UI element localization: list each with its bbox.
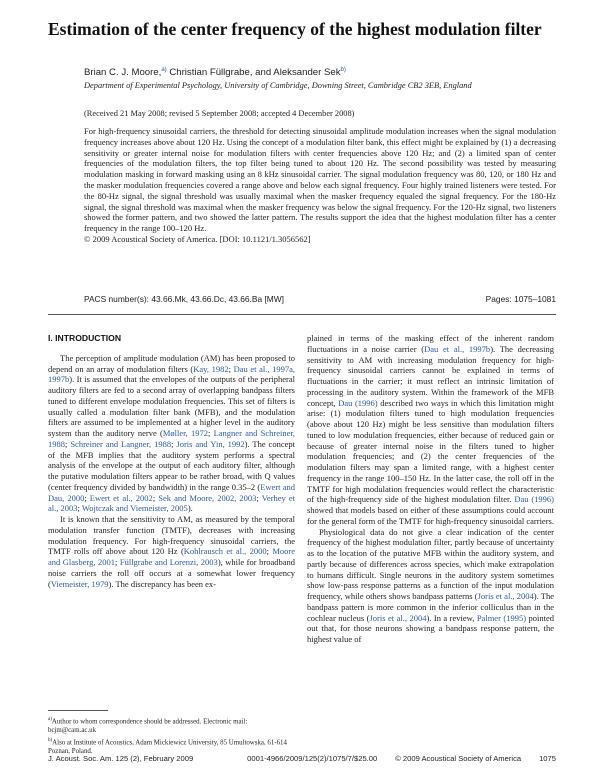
received-dates: (Received 21 May 2008; revised 5 September 2008; accepted 4 December 2008) [84,109,355,118]
page-range: Pages: 1075–1081 [485,294,556,304]
text-run: ). The concept of the MFB implies that the auditory system performs a spectral analysis of the envelope at the output of each auditory filter, although the putative modulation filters appear to be rather broad, with Q values (center frequency divided by bandwidth) in the range 0.35–2 ( [48,438,295,492]
citation-link[interactable]: Dau (1996) [514,494,554,505]
footnote-a-mark: a) [48,717,52,722]
intro-paragraph-2 [48,514,295,589]
citation-link[interactable]: Joris et al., 2004 [477,591,534,601]
footer-society: © 2009 Acoustical Society of America [395,754,522,763]
citation-link[interactable]: Ewert et al., 2002 [89,492,153,503]
header-divider [48,314,556,315]
text-run: ). It is assumed that the envelopes of the outputs of the peripheral auditory filters are fed to a second array of overlapping bandpass filters tuned to different envelope modulation frequencies. This set of filters is usually called a modulation filter bank (MFB), and the modulation filters are assumed to be implemented at a higher level in the auditory system than the auditory nerve ( [48,374,295,438]
author-moore: Brian C. J. Moore, [84,67,162,79]
citation-link[interactable]: Viemeister, 1979 [50,578,109,589]
author-list [84,67,554,78]
abstract-text: For high-frequency sinusoidal carriers, the threshold for detecting sinusoidal amplitude modulation increases when the signal modulation frequency increases above about 120 Hz. Using the concept of a modulation filter bank, this effect might be explained by (1) a decreasing sensitivity or greater internal noise for modulation filters with center frequencies above 120 Hz; and (2) a limited span of center frequencies of the modulation filters, the top filter being tuned to about 120 Hz. The second possibility was tested by measuring modulation masking in forward masking using an 8 kHz sinusoidal carrier. The signal modulation frequency was 80, 120, or 180 Hz and the masker modulation frequencies covered a range above and below each signal frequency. Four highly trained listeners were tested. For the 80-Hz signal, the signal threshold was usually maximal when the masker frequency equaled the signal frequency. For the 180-Hz signal, the signal threshold was maximal when the masker frequency was below the signal frequency. For the 120-Hz signal, two listeners showed the former pattern, and two showed the latter pattern. The results support the idea that the highest modulation filter has a center frequency in the range 100–120 Hz. [84,126,556,234]
citation-link[interactable]: Langner and Schreiner, 1988 [48,428,295,449]
author-others: Christian Füllgrabe, and Aleksander Sek [166,67,341,79]
intro-paragraph-1 [48,353,295,514]
citation-link[interactable]: Ewert and Dau, 2000 [48,481,295,503]
citation-link[interactable]: Joris et al., 2004 [369,612,427,623]
text-run: Physiological data do not give a clear indication of the center frequency of the highest modulation filter, partly because of uncertainty as to the location of the putative MFB within the auditory system, and partly because of differences across species, which make extrapolation to humans difficult. Single neurons in the auditory system sometimes show low-pass response patterns as a function of the input modulation frequency, while others shows bandpass patterns ( [307,526,554,601]
footnote-b-mark: b) [48,738,53,744]
text-run: ). The decreasing sensitivity to AM with increasing modulation frequency for high-frequency sinusoidal carriers cannot be explained in terms of fluctuations in the carrier; it must reflect an intrinsic limitation of processing in the auditory system. Within the framework of the MFB concept, [307,343,554,408]
text-run: ; [228,363,234,374]
footnote-b-text: Also at Institute of Acoustics, Adam Mickiewicz University, 85 Umultowska, 61-614 Poznan, Poland. [48,739,287,756]
text-run: described two ways in which this limitation might arise: (1) modulation filters tuned to high modulation frequencies (above about 120 Hz) might be less sensitive than modulation filters tuned to low modulation frequencies, either because of reduced gain or because of greater internal noise in the filters tuned to higher modulation frequencies; and (2) the center frequencies of the modulation filters may span a limited range, with a highest center frequency in the range 100–150 Hz. In the latter case, the roll off in the TMTF for high modulation frequencies would reflect the characteristic of the high-frequency side of the highest modulation filter. [307,397,554,505]
text-run: ). In a review, [426,612,477,623]
text-run: ; [77,503,82,514]
author-sek-mark[interactable]: b) [340,67,346,73]
citation-link[interactable]: Schreiner and Langner, 1988 [70,438,172,449]
footer-journal: J. Acoust. Soc. Am. 125 (2), February 2009 [48,754,194,763]
text-run: The perception of amplitude modulation (AM) has been proposed to depend on an array of modulation filters ( [48,352,295,374]
citation-link[interactable]: Sek and Moore, 2002, 2003 [158,492,257,503]
intro-paragraph-3 [307,527,554,645]
text-run: ; [266,546,273,557]
text-run: ; [65,438,71,449]
citation-link[interactable]: Verhey et al., 2003 [48,492,295,514]
right-column [307,333,554,645]
author-moore-mark[interactable]: a) [161,67,167,73]
citation-link[interactable]: Joris and Yin, 1992 [176,438,245,449]
text-run: showed that models based on either of these assumptions could account for the general form of the TMTF for high-frequency sinusoidal carriers. [307,505,554,526]
text-run: ; [171,438,177,449]
left-column [48,333,295,589]
affiliation: Department of Experimental Psychology, University of Cambridge, Downing Street, Cambridge CB2 3EB, England [84,81,472,90]
text-run: ), while for broadband noise carriers the roll off occurs at a somewhat lower frequency ( [48,557,295,589]
citation-link[interactable]: Moore and Glasberg, 2001 [48,546,295,567]
footnote-a [48,716,295,735]
pacs-row [84,294,556,304]
footer-page-number: 1075 [539,754,556,763]
citation-link[interactable]: Füllgrabe and Lorenzi, 2003 [119,557,218,567]
footnote-a-text: Author to whom correspondence should be addressed. Electronic mail: bcjm@cam.ac.uk [48,718,248,734]
citation-link[interactable]: Kohlrausch et al., 2000 [183,546,267,557]
footnotes [48,716,295,759]
intro-paragraph-2-continued [307,333,554,527]
text-run: ; [84,492,90,503]
citation-link[interactable]: Palmer (1995) [476,612,527,623]
text-run: pointed out that, for those neurons showing a bandpass response pattern, the highest value of [307,612,554,644]
citation-link[interactable]: Møller, 1972 [162,428,208,438]
page-footer [48,754,556,763]
text-run: It is known that the sensitivity to AM, as measured by the temporal modulation transfer function (TMTF), decreases with increasing modulation frequency. For high-frequency sinusoidal carriers, the TMTF rolls off above about 120 Hz ( [48,514,295,557]
citation-link[interactable]: Kay, 1982 [193,363,229,374]
text-run: ). The bandpass pattern is more common in the inferior colliculus than in the cochlear nucleus ( [307,591,554,623]
text-run: ; [152,492,159,503]
text-run: ; [256,492,262,503]
paper-title: Estimation of the center frequency of the highest modulation filter [48,19,542,39]
citation-link[interactable]: Dau (1996) [338,397,378,408]
citation-link[interactable]: Dau et al., 1997b [424,343,491,354]
citation-link[interactable]: Dau et al., 1997a, 1997b [48,363,296,385]
text-run: ; [207,428,214,438]
footer-issn: 0001-4966/2009/125(2)/1075/7/$25.00 [247,754,378,763]
text-run: ; [114,557,120,567]
copyright-doi: © 2009 Acoustical Society of America. [DOI: 10.1121/1.3056562] [84,233,311,244]
abstract [84,126,556,245]
footnote-divider [48,710,108,711]
citation-link[interactable]: Wojtczak and Viemeister, 2005 [81,503,188,514]
text-run: plained in terms of the masking effect of the inherent random fluctuations in a noise carrier ( [307,333,554,354]
section-heading-introduction: I. INTRODUCTION [48,333,122,343]
text-run: ). [187,503,193,514]
pacs-numbers: PACS number(s): 43.66.Mk, 43.66.Dc, 43.66.Ba [MW] [84,294,284,304]
text-run: ). The discrepancy has been ex- [108,578,217,589]
